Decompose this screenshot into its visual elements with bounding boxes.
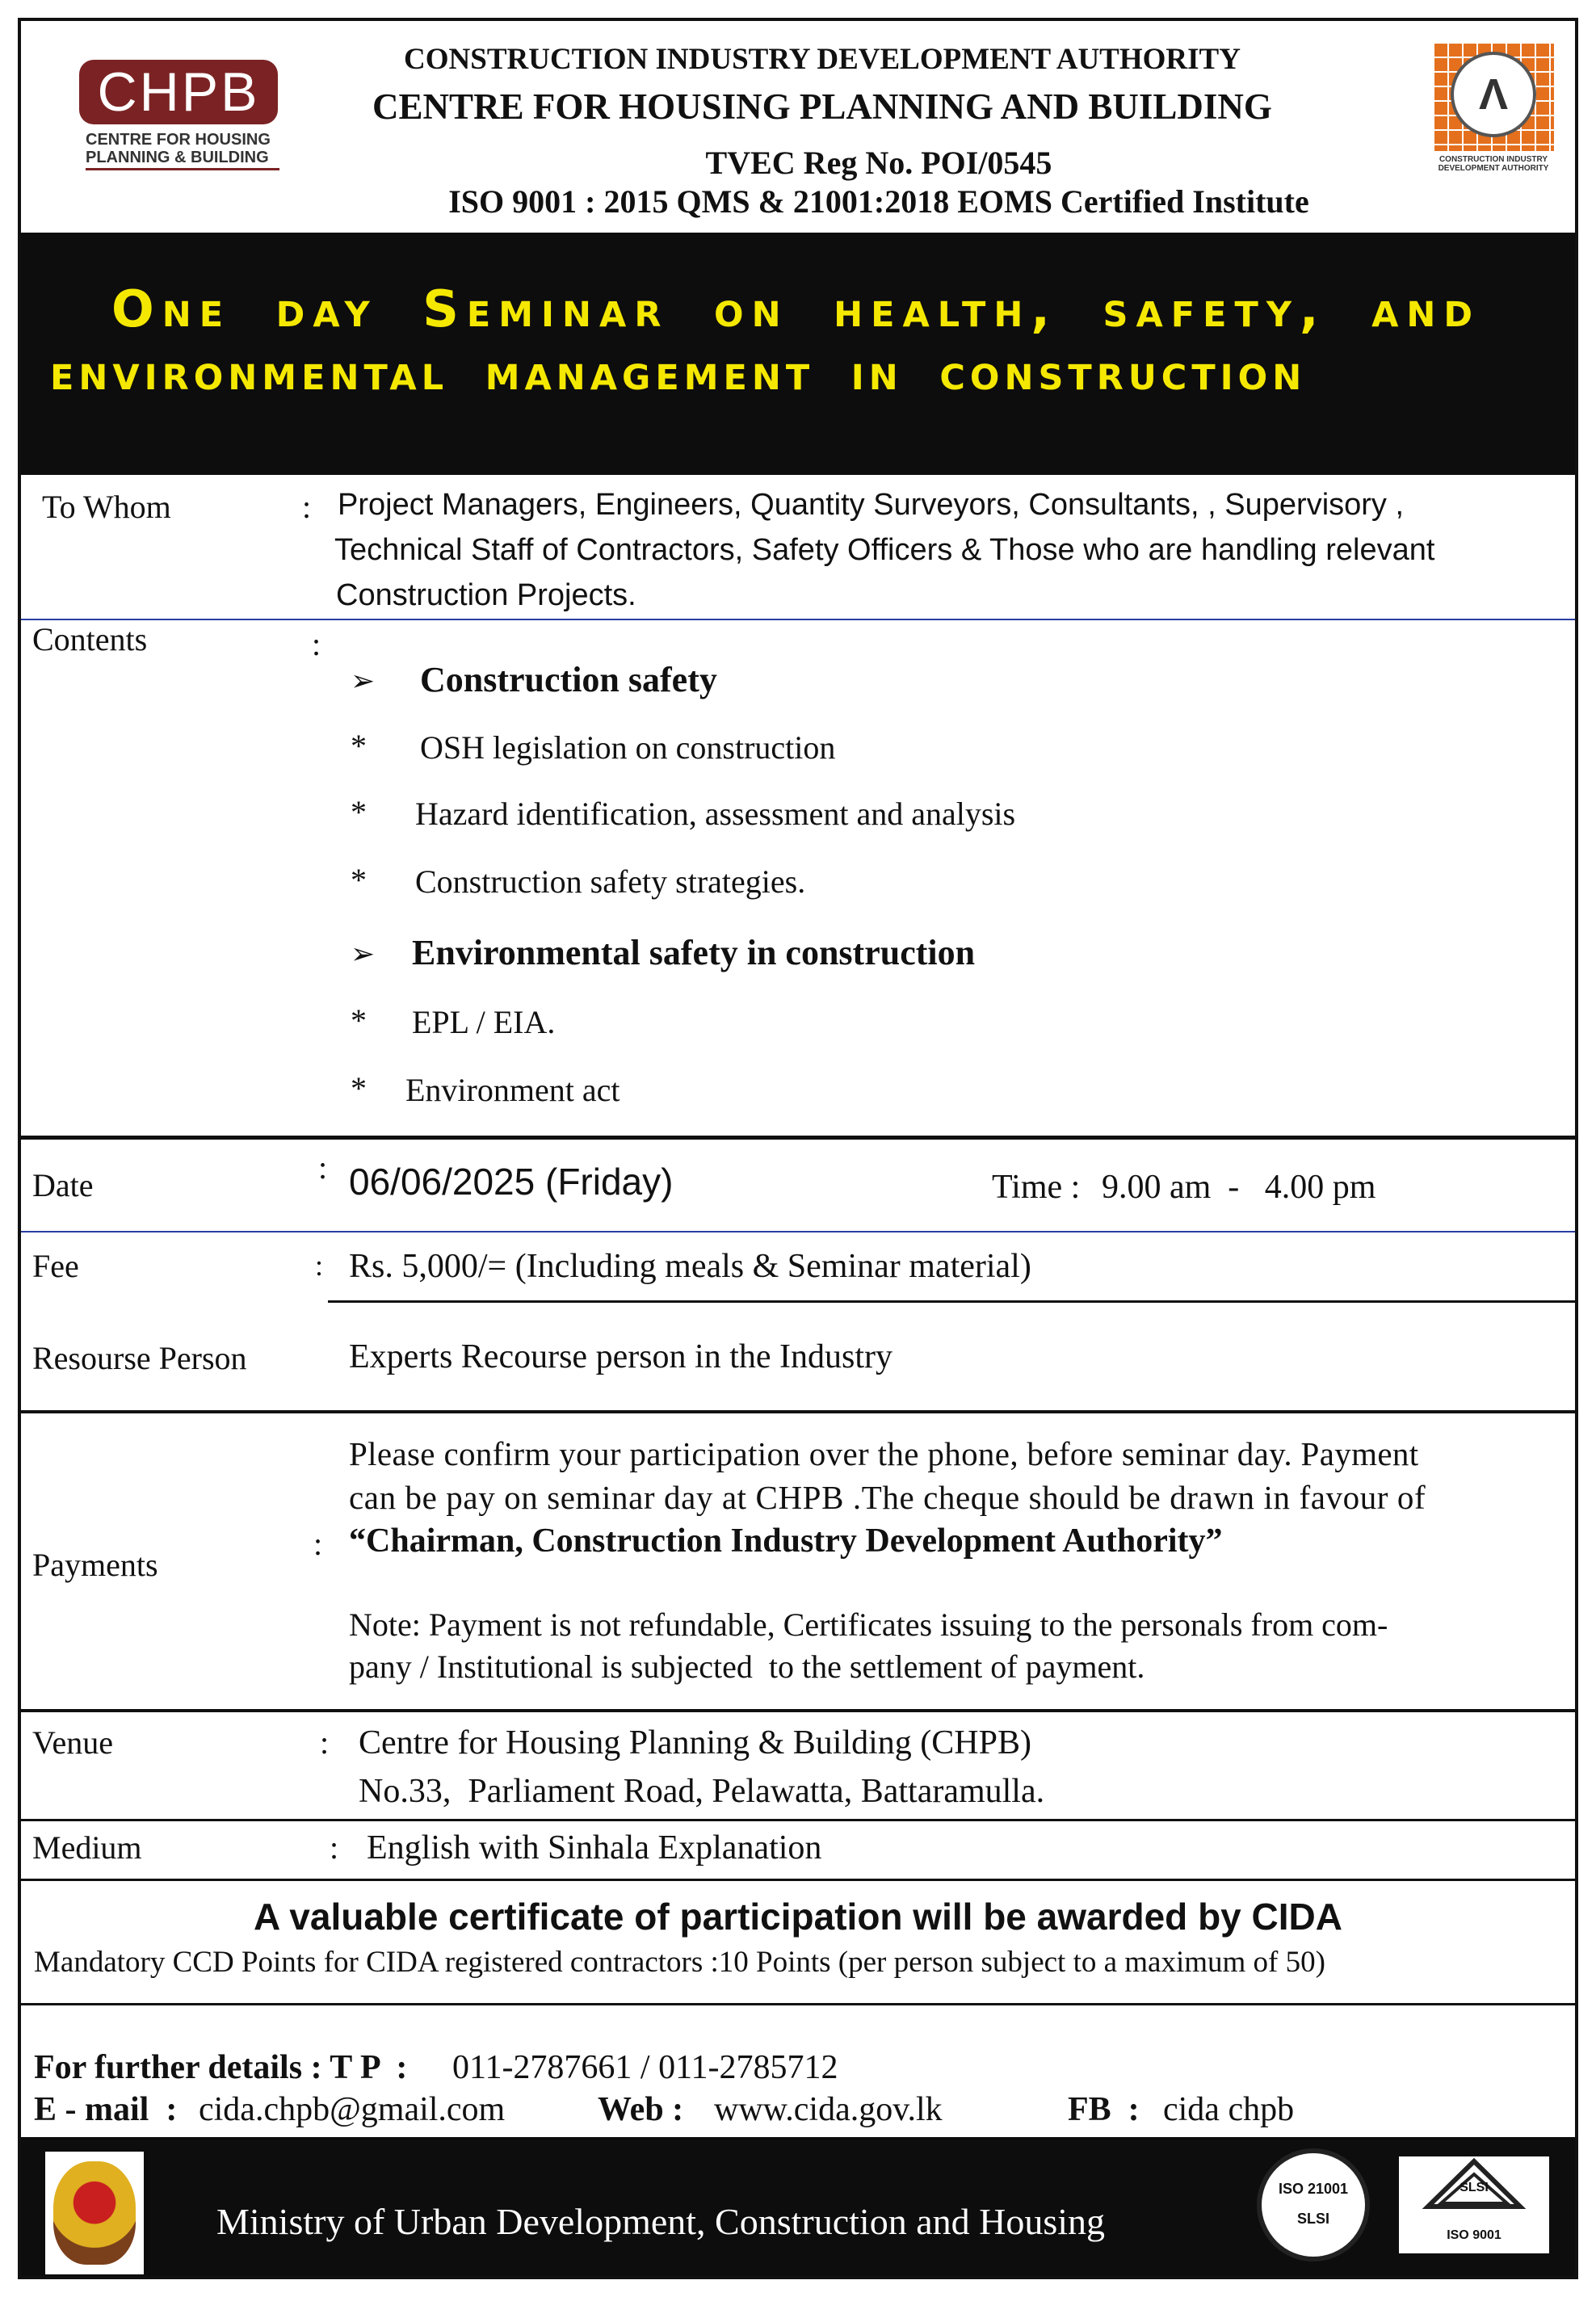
iso-badge-text: ISO 21001 [1278, 2181, 1349, 2197]
venue-line-2: No.33, Parliament Road, Pelawatta, Battaramulla. [359, 1773, 1045, 1810]
contents-section-environmental-safety: Environmental safety in construction [412, 933, 976, 972]
divider [21, 1231, 1575, 1232]
divider [21, 1410, 1575, 1413]
contents-item: Hazard identification, assessment and analysis [415, 796, 1016, 832]
email-link[interactable]: cida.chpb@gmail.com [199, 2091, 506, 2128]
star-bullet-icon: * [351, 862, 367, 898]
cida-logo [1433, 42, 1554, 179]
payments-colon: : [313, 1526, 323, 1562]
header-iso: ISO 9001 : 2015 QMS & 21001:2018 EOMS Certified Institute [448, 183, 1309, 220]
certificate-headline: A valuable certificate of participation will be awarded by CIDA [254, 1896, 1342, 1938]
contents-item: OSH legislation on construction [420, 729, 836, 766]
medium-colon: : [330, 1829, 339, 1866]
arrow-bullet-icon: ➢ [351, 938, 376, 970]
chpb-logo-subtext-2: PLANNING & BUILDING [86, 149, 269, 166]
divider [21, 619, 1575, 620]
divider [21, 1136, 1575, 1140]
divider [21, 1819, 1575, 1821]
to-whom-line-1: Project Managers, Engineers, Quantity Surveyors, Consultants, , Supervisory , [338, 488, 1405, 522]
fb-label: FB : [1068, 2091, 1140, 2128]
header-centre: CENTRE FOR HOUSING PLANNING AND BUILDING [372, 86, 1272, 127]
medium-label: Medium [32, 1829, 142, 1866]
fee-label: Fee [32, 1248, 79, 1284]
payments-payee: “Chairman, Construction Industry Development Authority” [349, 1522, 1223, 1560]
contents-item: Environment act [405, 1072, 620, 1108]
divider [328, 1300, 1578, 1303]
slsi-badge-subtext: ISO 9001 [1447, 2228, 1502, 2242]
web-label: Web : [598, 2091, 684, 2128]
contact-phones: 011-2787661 / 011-2785712 [452, 2049, 838, 2086]
fb-link[interactable]: cida chpb [1163, 2091, 1295, 2128]
payments-label: Payments [32, 1547, 158, 1583]
arrow-bullet-icon: ➢ [351, 665, 376, 697]
payments-line-2: can be pay on seminar day at CHPB .The cheque should be drawn in favour of [349, 1479, 1426, 1516]
date-label: Date [32, 1167, 94, 1203]
payments-line-1: Please confirm your participation over the phone, before seminar day. Payment [349, 1435, 1419, 1472]
star-bullet-icon: * [351, 1070, 367, 1107]
slsi-badge-text: SLSI [1460, 2181, 1489, 2194]
to-whom-line-2: Technical Staff of Contractors, Safety Officers & Those who are handling relevant [334, 533, 1435, 567]
time-label: Time : [992, 1169, 1081, 1206]
contents-item: Construction safety strategies. [415, 863, 806, 900]
resource-person-label: Resourse Person [32, 1340, 247, 1376]
time-value: 9.00 am - 4.00 pm [1102, 1169, 1376, 1206]
contents-colon: : [312, 626, 321, 662]
cida-emblem-icon: Λ [1478, 70, 1509, 119]
footer-bar [21, 2137, 1575, 2279]
title-banner [21, 233, 1575, 475]
ccd-points-note: Mandatory CCD Points for CIDA registered contractors :10 Points (per person subject to a maximum of 50) [34, 1946, 1325, 1979]
divider [21, 2003, 1575, 2005]
venue-colon: : [320, 1724, 330, 1761]
header-tvec: TVEC Reg No. POI/0545 [705, 145, 1052, 181]
chpb-logo-subtext-1: CENTRE FOR HOUSING [86, 131, 271, 149]
seminar-flyer [18, 18, 1578, 2279]
sri-lanka-emblem-icon [45, 2152, 144, 2274]
medium-value: English with Sinhala Explanation [367, 1829, 822, 1867]
star-bullet-icon: * [351, 794, 367, 830]
iso-badge-subtext: SLSI [1296, 2211, 1329, 2227]
email-label: E - mail : [34, 2091, 178, 2128]
to-whom-line-3: Construction Projects. [336, 578, 636, 612]
fee-colon: : [315, 1249, 324, 1282]
divider [21, 1709, 1575, 1712]
to-whom-colon: : [302, 489, 312, 525]
date-colon: : [318, 1149, 328, 1186]
star-bullet-icon: * [351, 728, 367, 764]
contents-label: Contents [32, 621, 148, 657]
contents-section-construction-safety: Construction safety [420, 660, 717, 699]
slsi-iso-9001-badge-icon [1399, 2156, 1549, 2253]
banner-title-line1: One day Seminar on health, safety, and [111, 279, 1481, 338]
date-value: 06/06/2025 (Friday) [349, 1161, 674, 1203]
fee-value: Rs. 5,000/= (Including meals & Seminar material) [349, 1248, 1031, 1285]
banner-title-line2: environmental management in construction [50, 342, 1307, 401]
payments-note-line-1: Note: Payment is not refundable, Certificates issuing to the personals from com- [349, 1606, 1388, 1643]
iso-21001-badge-icon [1257, 2148, 1370, 2261]
star-bullet-icon: * [351, 1002, 367, 1039]
to-whom-label: To Whom [42, 489, 171, 525]
ministry-name: Ministry of Urban Development, Construction and Housing [216, 2201, 1106, 2242]
venue-line-1: Centre for Housing Planning & Building (CHPB) [359, 1724, 1031, 1762]
contents-item: EPL / EIA. [412, 1004, 556, 1040]
web-link[interactable]: www.cida.gov.lk [714, 2091, 943, 2128]
cida-logo-caption: CONSTRUCTION INDUSTRY DEVELOPMENT AUTHORITY [1438, 155, 1549, 173]
venue-label: Venue [32, 1724, 113, 1761]
chpb-logo-text: CHPB [97, 61, 260, 123]
resource-person-value: Experts Recourse person in the Industry [349, 1338, 893, 1375]
payments-note-line-2: pany / Institutional is subjected to the settlement of payment. [349, 1648, 1145, 1685]
header-authority: CONSTRUCTION INDUSTRY DEVELOPMENT AUTHORITY [404, 43, 1241, 76]
divider [21, 1879, 1575, 1881]
contact-details-label: For further details : T P : [34, 2049, 408, 2086]
